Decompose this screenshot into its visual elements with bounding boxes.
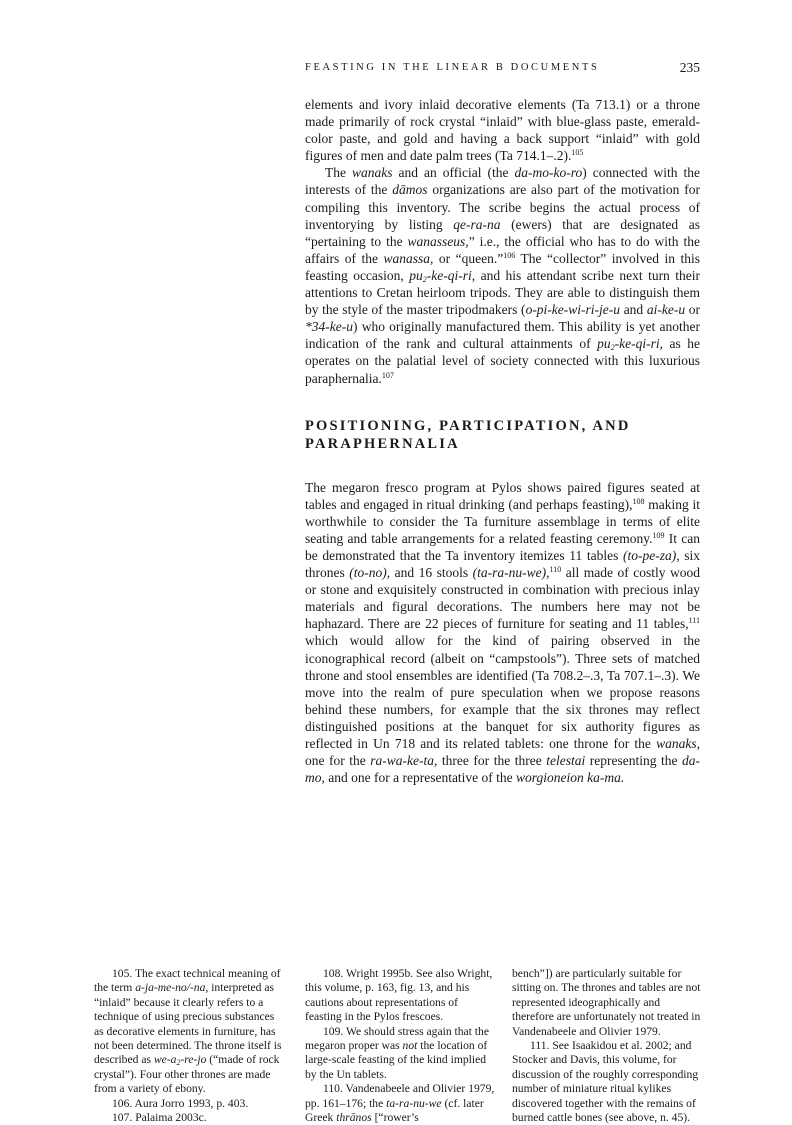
footnote-109: 109. We should stress again that the megaron proper was not the location of large-scale feasting of the kind implied by the Un tablets. [305, 1024, 489, 1081]
paragraph-1: elements and ivory inlaid decorative elements (Ta 713.1) or a throne made primarily of rock crystal “inlaid” with blue-glass paste, emerald-color paste, and gold and having a back support “inlaid” with gold figures of men and date palm trees (Ta 714.1–.2).$^{105}$ [305, 97, 700, 164]
footnote-110: 110. Vandenabeele and Olivier 1979, pp. 161–176; the ta-ra-nu-we (cf. later Greek thrānos [“rower’s [305, 1082, 495, 1125]
footnote-ref-107: 107 [381, 370, 394, 380]
footnote-105: 105. The exact technical meaning of the term a-ja-me-no/-na, interpreted as “inlaid” because it clearly refers to a technique of using precious substances as decorative elements in furniture, has not been determined. The throne itself is described as $we-a_2-re-jo$ (“made of rock crystal”). Four other thrones are made from a variety of ebony. [94, 967, 282, 1096]
footnote-110-continued: bench”]) are particularly suitable for sitting on. The thrones and tables are not represented ideographically and therefore are unfortunately not treated in Vandenabeele and Olivier 1979. [512, 967, 701, 1038]
main-text [305, 96, 700, 786]
footnote-111: 111. See Isaakidou et al. 2002; and Stocker and Davis, this volume, for discussion of the roughly corresponding number of miniature ritual kylikes discovered together with the remains of burned cattle bones (see above, n. 45). [512, 1039, 699, 1125]
section-heading: POSITIONING, PARTICIPATION, AND PARAPHERNALIA [305, 417, 631, 452]
footnote-107: 107. Palaima 2003c. [112, 1111, 207, 1125]
footnote-ref-106: 106 [503, 250, 516, 260]
footnote-column-3 [512, 967, 702, 1125]
footnote-ref-110: 110 [549, 565, 562, 575]
footnote-column-2 [305, 967, 497, 1125]
paragraph-2: The wanaks and an official (the da-mo-ko-ro) connected with the interests of the dāmos organizations are also part of the motivation for compiling this inventory. The scribe begins the actual process of inventorying by listing qe-ra-na (ewers) that are designated as “pertaining to the wanasseus,” i.e., the official who has to do with the affairs of the wanassa, or “queen.”$^{106}$ The “collector” involved in this feasting occasion, $pu_2-ke-qi-ri$, and his attendant scribe next turn their attentions to Cretan heirloom tripods. They are able to distinguish them by the style of the master tripodmakers (o-pi-ke-wi-ri-je-u and ai-ke-u or *34-ke-u) who originally manufactured them. This ability is yet another indication of the rank and cultural attainments of $pu_2-ke-qi-ri$, as he operates on the palatial level of society connected with this luxurious paraphernalia.$^{107}$ [305, 165, 701, 386]
footnote-ref-108: 108 [632, 496, 645, 506]
footnote-column-1 [94, 967, 284, 1125]
footnote-ref-111: 111 [688, 616, 700, 626]
paragraph-3: The megaron fresco program at Pylos shows paired figures seated at tables and engaged in ritual drinking (and perhaps feasting),$^{108}$ making it worthwhile to consider the Ta furniture assemblage in terms of elite seating and table arrangements for a related feasting ceremony.$^{109}$ It can be demonstrated that the Ta inventory itemizes 11 tables (to-pe-za), six thrones (to-no), and 16 stools (ta-ra-nu-we),$^{110}$ all made of costly wood or stone and exquisitely constructed in combination with precious inlay materials and figural decorations. The numbers here may not be haphazard. There are 22 pieces of furniture for seating and 11 tables,$^{111}$ which would allow for the kind of pairing observed in the iconographical record (albeit on “campstools”). Three sets of matched throne and stool ensembles are identified (Ta 708.2–.3, Ta 707.1–.3). We move into the realm of pure speculation when we propose reasons behind these numbers, for example that the six thrones may reflect distinguished positions at the banquet for six authority figures as reflected in Un 718 and its related tablets: one throne for the wanaks, one for the ra-wa-ke-ta, three for the three telestai representing the da-mo, and one for a representative of the worgioneion ka-ma. [305, 479, 700, 786]
footnote-ref-105: 105 [571, 148, 584, 158]
page-number: 235 [679, 60, 700, 75]
running-head: FEASTING IN THE LINEAR B DOCUMENTS [305, 62, 600, 73]
footnote-106: 106. Aura Jorro 1993, p. 403. [112, 1096, 249, 1110]
footnote-ref-109: 109 [652, 530, 665, 540]
footnote-108: 108. Wright 1995b. See also Wright, this volume, p. 163, fig. 13, and his cautions about representations of feasting in the Pylos frescoes. [305, 967, 493, 1024]
